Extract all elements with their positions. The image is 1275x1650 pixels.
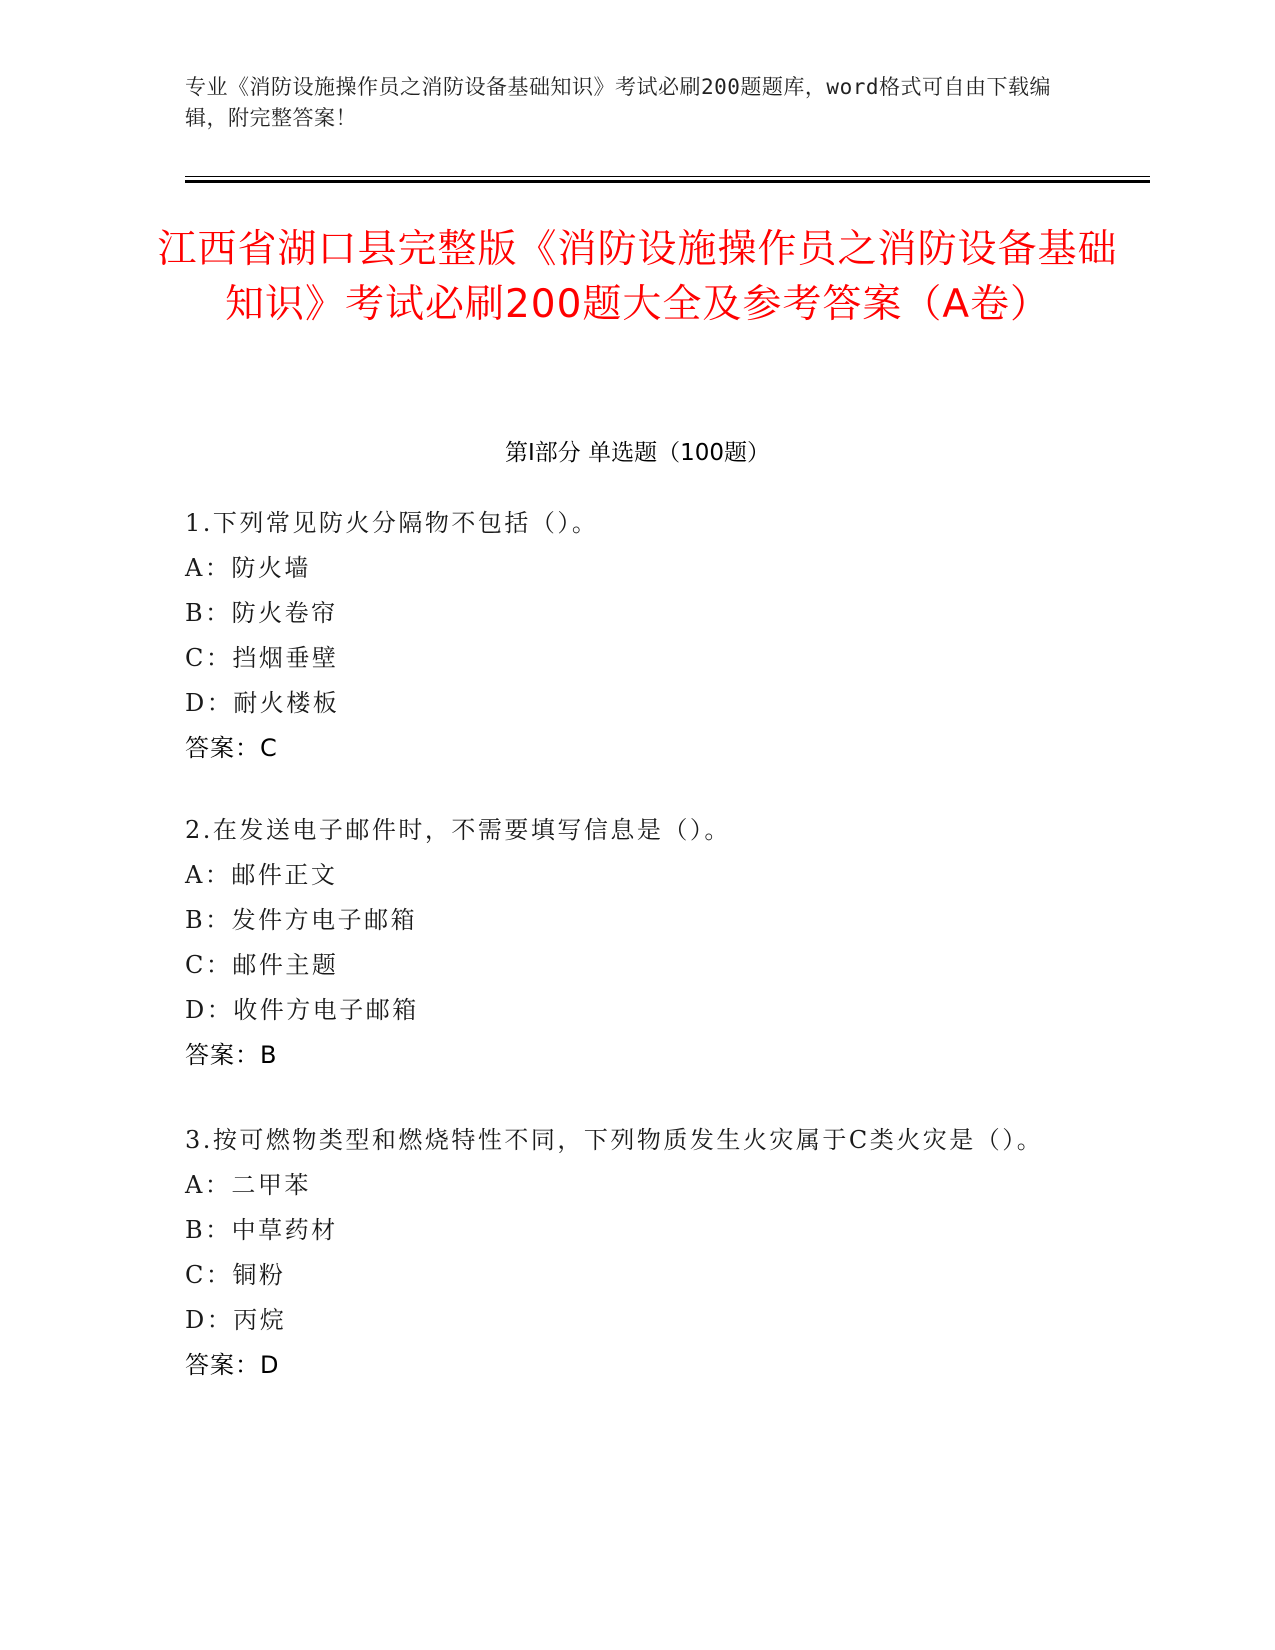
header-divider-thin xyxy=(185,176,1150,177)
option-a: A：二甲苯 xyxy=(185,1171,311,1199)
answer-line xyxy=(185,1040,1085,1070)
header-divider-thick xyxy=(185,180,1150,183)
option-b: B：中草药材 xyxy=(185,1216,338,1244)
option-b: B：发件方电子邮箱 xyxy=(185,906,418,934)
answer-value: B xyxy=(260,1041,278,1069)
option-c: C：挡烟垂壁 xyxy=(185,644,339,672)
answer-label: 答案： xyxy=(185,1041,260,1069)
answer-line xyxy=(185,1350,1085,1380)
option-a: A：邮件正文 xyxy=(185,861,338,889)
answer-value: D xyxy=(260,1351,280,1379)
intro-text: 专业《消防设施操作员之消防设备基础知识》考试必刷200题题库，word格式可自由下载编辑，附完整答案！ xyxy=(185,75,1051,130)
option-d: D：收件方电子邮箱 xyxy=(185,996,419,1024)
option-c: C：邮件主题 xyxy=(185,951,339,979)
option-b: B：防火卷帘 xyxy=(185,599,338,627)
question-3 xyxy=(185,1120,1085,1380)
answer-line xyxy=(185,733,1085,763)
question-stem: 3.按可燃物类型和燃烧特性不同，下列物质发生火灾属于C类火灾是（）。 xyxy=(185,1126,1044,1154)
question-stem: 2.在发送电子邮件时，不需要填写信息是（）。 xyxy=(185,816,731,844)
option-c: C：铜粉 xyxy=(185,1261,286,1289)
answer-value: C xyxy=(260,734,278,762)
answer-label: 答案： xyxy=(185,1351,260,1379)
section-title: 第I部分 单选题（100题） xyxy=(505,440,770,466)
option-a: A：防火墙 xyxy=(185,554,311,582)
document-title: 江西省湖口县完整版《消防设施操作员之消防设备基础知识》考试必刷200题大全及参考答案（A卷） xyxy=(157,227,1118,327)
question-2 xyxy=(185,815,1085,1070)
option-d: D：丙烷 xyxy=(185,1306,287,1334)
question-stem: 1.下列常见防火分隔物不包括（）。 xyxy=(185,509,599,537)
answer-label: 答案： xyxy=(185,734,260,762)
option-d: D：耐火楼板 xyxy=(185,689,340,717)
question-1 xyxy=(185,508,1085,763)
